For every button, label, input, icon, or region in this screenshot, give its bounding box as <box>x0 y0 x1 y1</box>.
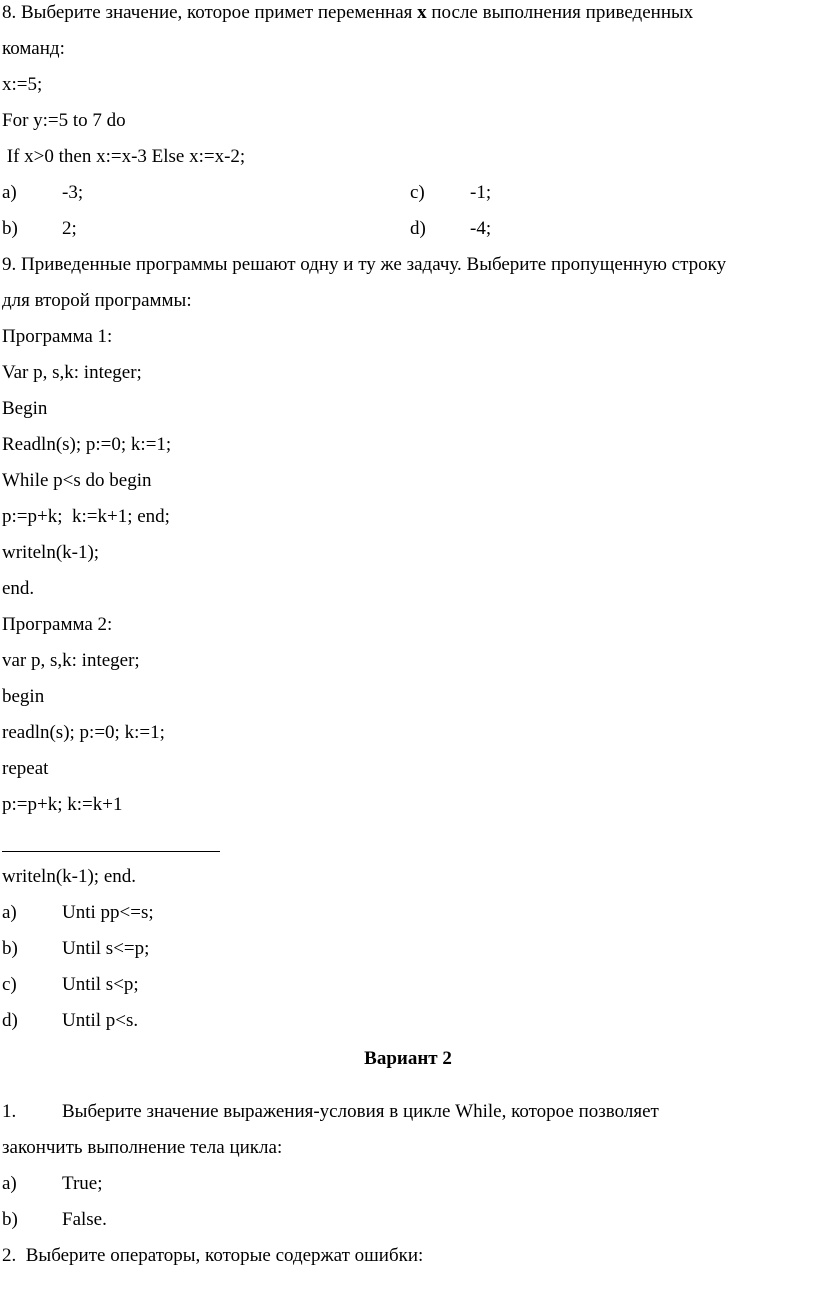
q8-option-letter: c) <box>410 182 425 203</box>
q8-option-letter: b) <box>2 218 18 239</box>
q8-option-text: 2; <box>62 218 77 239</box>
missing-line-blank <box>2 851 220 852</box>
program1-line: Begin <box>2 398 48 419</box>
q8-line-1 <box>2 2 693 24</box>
q9-option-text: Unti pp<=s; <box>62 902 154 923</box>
q9-option-text: Until s<p; <box>62 974 139 995</box>
q9-line-2: для второй программы: <box>2 290 192 311</box>
program1-line: end. <box>2 578 35 599</box>
q9-option-letter: c) <box>2 974 17 995</box>
program1-line: Var p, s,k: integer; <box>2 362 142 383</box>
v2q1-line-1: Выберите значение выражения-условия в цикле While, которое позволяет <box>62 1101 659 1122</box>
v2q1-option-letter: b) <box>2 1209 18 1230</box>
program1-line: Readln(s); p:=0; k:=1; <box>2 434 172 455</box>
v2q1-number: 1. <box>2 1101 17 1122</box>
program2-line: Программа 2: <box>2 614 113 635</box>
v2q2-line-1: 2. Выберите операторы, которые содержат ошибки: <box>2 1245 424 1266</box>
q9-option-text: Until s<=p; <box>62 938 150 959</box>
v2q1-line-2: закончить выполнение тела цикла: <box>2 1137 283 1158</box>
program2-line: var p, s,k: integer; <box>2 650 140 671</box>
q8-option-text: -1; <box>470 182 492 203</box>
program2-line: readln(s); p:=0; k:=1; <box>2 722 165 743</box>
program2-line: repeat <box>2 758 49 779</box>
q8-code-line: x:=5; <box>2 74 43 95</box>
program1-line: Программа 1: <box>2 326 113 347</box>
v2q1-option-text: False. <box>62 1209 107 1230</box>
program1-line: writeln(k-1); <box>2 542 100 563</box>
q9-line-1: 9. Приведенные программы решают одну и ту же задачу. Выберите пропущенную строку <box>2 254 727 275</box>
q9-option-letter: b) <box>2 938 18 959</box>
q8-option-text: -4; <box>470 218 492 239</box>
program2-line: begin <box>2 686 45 707</box>
v2q1-option-letter: a) <box>2 1173 17 1194</box>
q8-option-text: -3; <box>62 182 84 203</box>
program2-line: writeln(k-1); end. <box>2 866 137 887</box>
variant-heading: Вариант 2 <box>364 1048 452 1069</box>
q8-option-letter: d) <box>410 218 426 239</box>
q8-line-2: команд: <box>2 38 65 59</box>
q8-code-line: If x>0 then x:=x-3 Else x:=x-2; <box>2 146 246 167</box>
q9-option-text: Until p<s. <box>62 1010 139 1031</box>
program1-line: p:=p+k; k:=k+1; end; <box>2 506 170 527</box>
q8-code-line: For y:=5 to 7 do <box>2 110 126 131</box>
q8-variable: x <box>417 2 427 23</box>
q9-option-letter: a) <box>2 902 17 923</box>
v2q1-option-text: True; <box>62 1173 103 1194</box>
program2-line: p:=p+k; k:=k+1 <box>2 794 123 815</box>
q8-text-before: 8. Выберите значение, которое примет переменная <box>2 2 418 23</box>
q8-text-after: после выполнения приведенных <box>426 2 694 23</box>
q9-option-letter: d) <box>2 1010 18 1031</box>
program1-line: While p<s do begin <box>2 470 152 491</box>
q8-option-letter: a) <box>2 182 17 203</box>
